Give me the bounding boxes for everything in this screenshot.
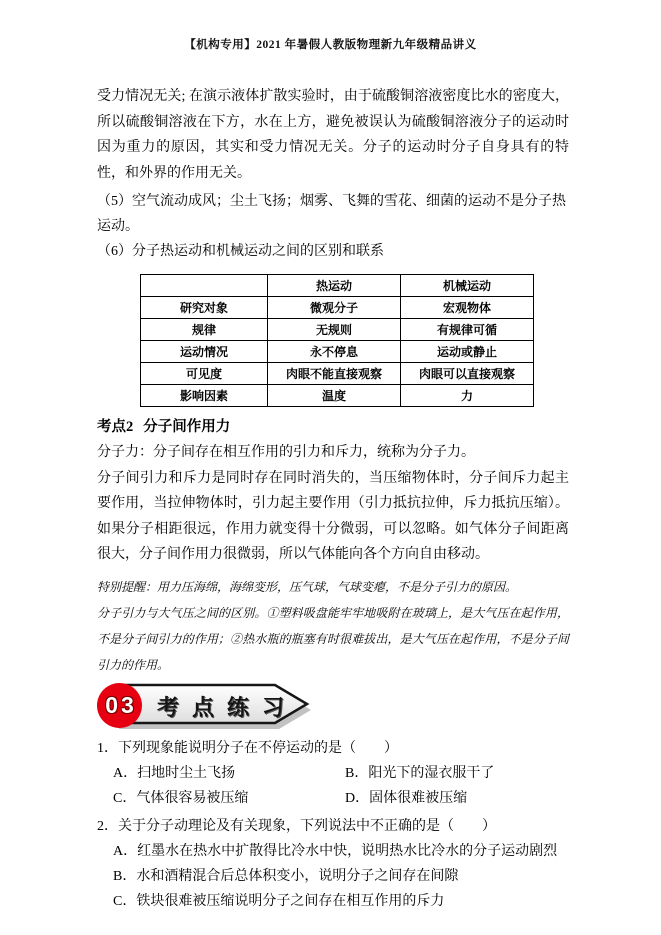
table-cell: 肉眼可以直接观察 bbox=[401, 363, 534, 385]
thermal-vs-mechanical-table bbox=[140, 274, 534, 407]
table-cell: 有规律可循 bbox=[401, 319, 534, 341]
table-cell: 热运动 bbox=[268, 275, 401, 297]
table-row bbox=[141, 319, 534, 341]
kaodian2-title: 分子间作用力 bbox=[143, 419, 231, 435]
practice-section-banner bbox=[97, 682, 569, 730]
question-2-option-b: B．水和酒精混合后总体积变小，说明分子之间存在间隙 bbox=[113, 868, 459, 884]
list-item-5: （5）空气流动成风；尘土飞扬；烟雾、飞舞的雪花、细菌的运动不是分子热运动。 bbox=[97, 194, 566, 234]
banner-title: 考点练习 bbox=[157, 694, 298, 720]
paragraph-attraction-repulsion-detail: 分子间引力和斥力是同时存在同时消失的，当压缩物体时，分子间斥力起主要作用，当拉伸物体时，引力起主要作用（引力抵抗拉伸，斥力抵抗压缩）。如果分子相距很远，作用力就变得十分微弱，可以忽略。如气体分子间距离很大，分子间作用力很微弱，所以气体能向各个方向自由移动。 bbox=[97, 470, 569, 562]
table-cell: 宏观物体 bbox=[401, 297, 534, 319]
table-row bbox=[141, 363, 534, 385]
table-cell: 机械运动 bbox=[401, 275, 534, 297]
table-cell bbox=[141, 275, 268, 297]
table-cell: 运动或静止 bbox=[401, 341, 534, 363]
table-cell: 运动情况 bbox=[141, 341, 268, 363]
table-row bbox=[141, 297, 534, 319]
table-cell: 影响因素 bbox=[141, 385, 268, 407]
table-row bbox=[141, 341, 534, 363]
note-special-reminder: 特别提醒：用力压海绵，海绵变形，压气球，气球变瘪，不是分子引力的原因。 bbox=[97, 579, 518, 594]
table-row bbox=[141, 275, 534, 297]
table-cell: 无规则 bbox=[268, 319, 401, 341]
document-body bbox=[97, 84, 569, 914]
note-molecular-vs-atmospheric: 分子引力与大气压之间的区别。①塑料吸盘能牢牢地吸附在玻璃上，是大气压在起作用，不是分子间引力的作用；②热水瓶的瓶塞有时很难拔出，是大气压在起作用，不是分子间引力的作用。 bbox=[97, 605, 569, 672]
table-cell: 温度 bbox=[268, 385, 401, 407]
section-heading-kaodian2 bbox=[97, 415, 569, 440]
exercises-section bbox=[97, 736, 569, 914]
list-item-6: （6）分子热运动和机械运动之间的区别和联系 bbox=[97, 244, 384, 259]
document-header-title: 【机构专用】2021 年暑假人教版物理新九年级精品讲义 bbox=[184, 39, 477, 51]
table-row bbox=[141, 385, 534, 407]
question-2-stem: 2．关于分子动理论及有关现象，下列说法中不正确的是（ ） bbox=[97, 818, 496, 834]
question-2-option-c: C．铁块很难被压缩说明分子之间存在相互作用的斥力 bbox=[113, 893, 445, 909]
table-cell: 永不停息 bbox=[268, 341, 401, 363]
question-1-options bbox=[97, 761, 569, 811]
question-1-stem: 1．下列现象能说明分子在不停运动的是（ ） bbox=[97, 740, 398, 756]
question-1-option-d: D．固体很难被压缩 bbox=[345, 790, 468, 806]
question-1-option-c: C．气体很容易被压缩 bbox=[113, 790, 249, 806]
paragraph-force-explanation: 受力情况无关; 在演示液体扩散实验时，由于硫酸铜溶液密度比水的密度大，所以硫酸铜溶液在下方，水在上方，避免被误认为硫酸铜溶液分子的运动时因为重力的原因，其实和受力情况无关。分子的运动时分子自身具有的特性，和外界的作用无关。 bbox=[97, 89, 569, 181]
table-cell: 微观分子 bbox=[268, 297, 401, 319]
table-cell: 肉眼不能直接观察 bbox=[268, 363, 401, 385]
question-1-option-b: B．阳光下的湿衣服干了 bbox=[345, 765, 495, 781]
table-cell: 可见度 bbox=[141, 363, 268, 385]
paragraph-molecular-force-definition: 分子力：分子间存在相互作用的引力和斥力，统称为分子力。 bbox=[97, 445, 475, 460]
kaodian2-label: 考点2 bbox=[97, 419, 134, 435]
question-1-option-a: A．扫地时尘土飞扬 bbox=[113, 765, 236, 781]
banner-number-badge: 03 bbox=[97, 683, 142, 728]
table-cell: 规律 bbox=[141, 319, 268, 341]
table-cell: 力 bbox=[401, 385, 534, 407]
table-cell: 研究对象 bbox=[141, 297, 268, 319]
question-2-option-a: A．红墨水在热水中扩散得比冷水中快，说明热水比冷水的分子运动剧烈 bbox=[113, 843, 558, 859]
